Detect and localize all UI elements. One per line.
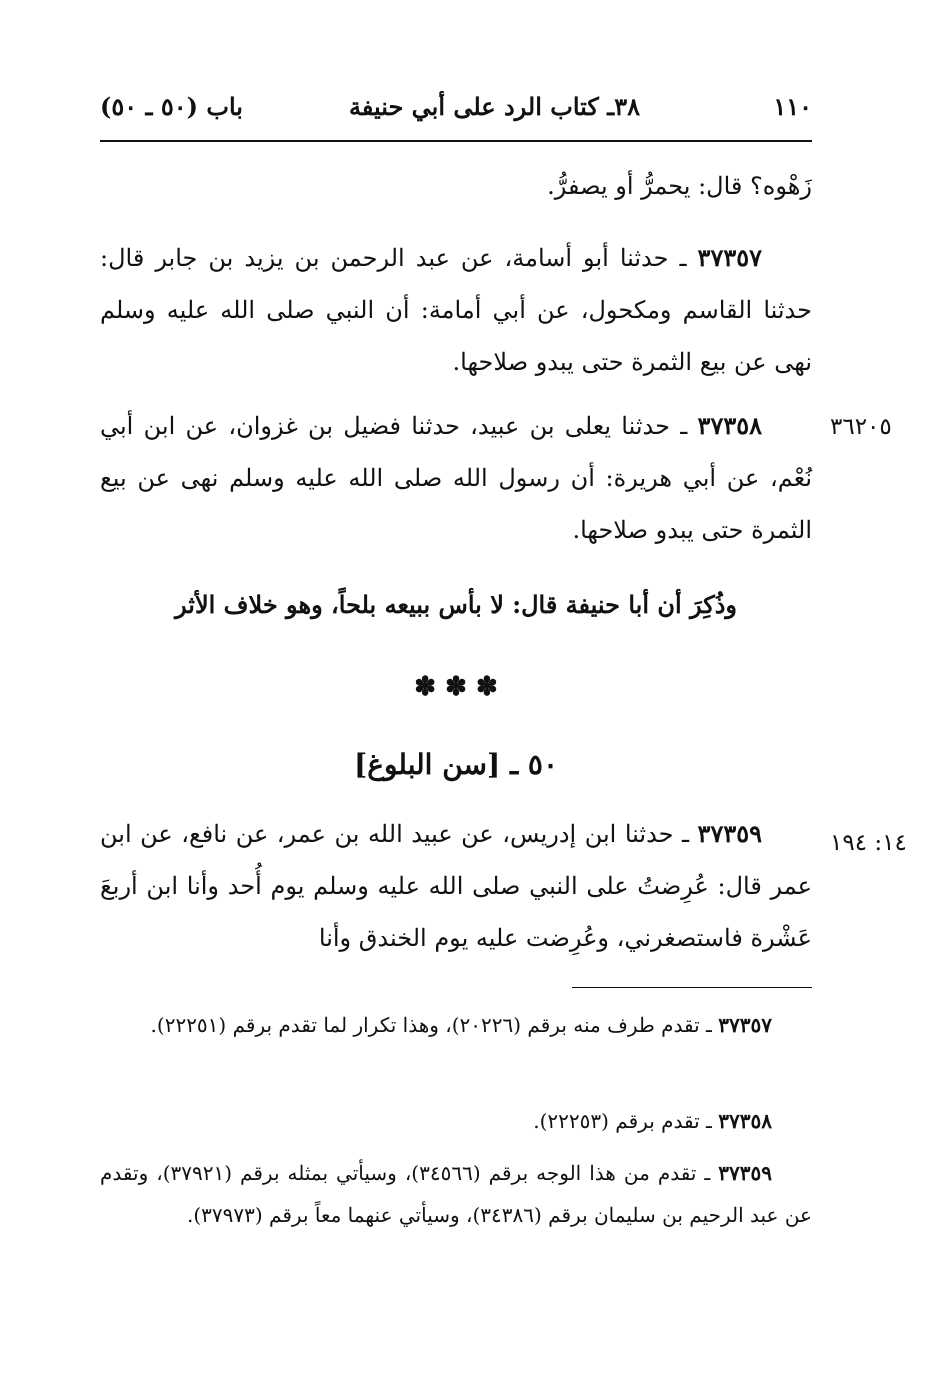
paragraph-text: زَهْوه؟ قال: يحمرُّ أو يصفرُّ. [547, 172, 812, 200]
section-title: ٥٠ ـ [سن البلوغ] [354, 748, 558, 781]
page-number: ١١٠ [773, 92, 812, 121]
running-header [100, 92, 812, 132]
footnote [100, 1152, 812, 1236]
footnote-text: ـ تقدم من هذا الوجه برقم (٣٤٥٦٦)، وسيأتي بمثله برقم (٣٧٩٢١)، وتقدم عن عبد الرحيم بن سليمان برقم (٣٤٣٨٦)، وسيأتي عنهما معاً برقم (٣٧٩٧٣). [100, 1161, 812, 1227]
hadith-text: ـ حدثنا أبو أسامة، عن عبد الرحمن بن يزيد بن جابر قال: حدثنا القاسم ومكحول، عن أبي أمامة: أن النبي صلى الله عليه وسلم نهى عن بيع الثمرة حتى يبدو صلاحها. [100, 244, 812, 376]
section-separator: ✽ ✽ ✽ [414, 672, 498, 702]
footnote-text: ـ تقدم برقم (٢٢٢٥٣). [533, 1109, 712, 1133]
margin-cross-reference: ١٤: ١٩٤ [830, 830, 907, 856]
footnote [100, 1004, 812, 1046]
hadith-text: ـ حدثنا يعلى بن عبيد، حدثنا فضيل بن غزوان، عن ابن أبي نُعْم، عن أبي هريرة: أن رسول الله صلى الله عليه وسلم نهى عن بيع الثمرة حتى يبدو صلاحها. [100, 412, 812, 544]
hadith-number: ٣٧٣٥٨ [697, 411, 762, 440]
closing-note: وذُكِرَ أن أبا حنيفة قال: لا بأس ببيعه بلحاً، وهو خلاف الأثر [175, 590, 737, 619]
hadith-paragraph [100, 400, 812, 556]
margin-cross-reference: ٣٦٢٠٥ [830, 414, 892, 440]
hadith-number: ٣٧٣٥٧ [697, 243, 762, 272]
footnote-separator-rule [572, 987, 812, 988]
footnote [100, 1100, 812, 1142]
header-rule [100, 140, 812, 142]
footnote-text: ـ تقدم طرف منه برقم (٢٠٢٢٦)، وهذا تكرار لما تقدم برقم (٢٢٢٥١). [150, 1013, 712, 1037]
hadith-paragraph [100, 808, 812, 964]
hadith-paragraph [100, 232, 812, 388]
footnote-number: ٣٧٣٥٧ [718, 1013, 772, 1037]
paragraph-continuation [100, 160, 812, 212]
footnote-number: ٣٧٣٥٩ [718, 1161, 773, 1185]
hadith-text: ـ حدثنا ابن إدريس، عن عبيد الله بن عمر، عن نافع، عن ابن عمر قال: عُرِضتُ على النبي صلى الله عليه وسلم يوم أُحد وأنا ابن أربعَ عَشْرة فاستصغرني، وعُرِضت عليه يوم الخندق وأنا [100, 820, 812, 952]
hadith-number: ٣٧٣٥٩ [697, 819, 762, 848]
chapter-range: باب (٥٠ ـ ٥٠) [100, 92, 243, 121]
footnote-number: ٣٧٣٥٨ [718, 1109, 772, 1133]
book-title: ٣٨ـ كتاب الرد على أبي حنيفة [348, 92, 640, 121]
